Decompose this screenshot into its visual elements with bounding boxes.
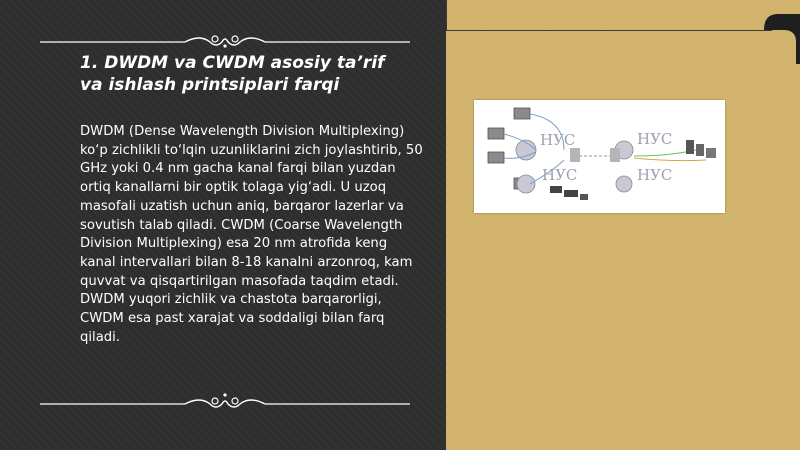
frame-rule-horizontal <box>446 30 772 31</box>
ornament-divider-icon <box>40 32 410 52</box>
mux-units <box>570 148 620 162</box>
ornament-divider-icon <box>40 392 410 412</box>
diagram-label: НУС <box>540 131 576 149</box>
page-curl-icon <box>764 14 800 64</box>
diagram-label: НУС <box>542 166 578 184</box>
frame-rule-vertical <box>446 0 447 30</box>
diagram-label: НУС <box>637 130 673 148</box>
accent-panel <box>446 0 800 450</box>
fiber-lines <box>504 114 706 184</box>
receiver-equipment <box>686 140 716 158</box>
transceiver-blocks <box>550 186 588 200</box>
diagram-label: НУС <box>637 166 673 184</box>
slide-title: 1. DWDM va CWDM asosiy ta’rif va ishlash printsiplari farqi <box>80 53 385 95</box>
wdm-system-diagram <box>474 100 725 213</box>
slide-body-text: DWDM (Dense Wavelength Division Multiplexing) ko‘p zichlikli to‘lqin uzunliklarini zich joylashtirib, 50 GHz yoki 0.4 nm gacha kanal farqi bilan yuzdan ortiq kanallarni bir optik tolaga yig‘adi. U uzoq masofali uzatish uchun aniq, barqaror lazerlar va sovutish talab qiladi. CWDM (Coarse Wavelength Division Multiplexing) esa 20 nm atrofida keng kanal intervallari bilan 8-18 kanalni arzonroq, kam quvvat va qisqartirilgan masofada taqdim etadi. DWDM yuqori zichlik va chastota barqarorligi, CWDM esa past xarajat va soddaligi bilan farq qiladi. <box>80 124 423 345</box>
